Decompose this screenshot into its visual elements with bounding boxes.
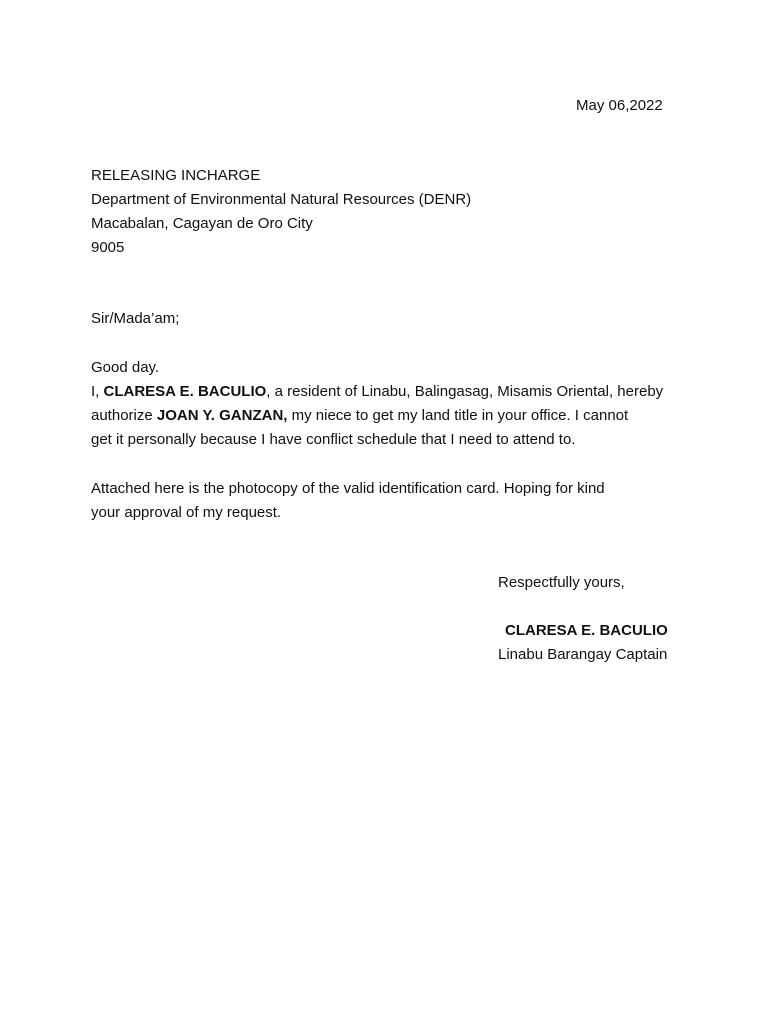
signatory-title: Linabu Barangay Captain (498, 646, 668, 663)
recipient-line-1: RELEASING INCHARGE (91, 167, 261, 184)
body-line-3: get it personally because I have conflict schedule that I need to attend to. (91, 431, 576, 448)
recipient-line-3: Macabalan, Cagayan de Oro City (91, 215, 313, 232)
signatory-name: CLARESA E. BACULIO (505, 622, 668, 639)
body-line-1-post: , a resident of Linabu, Balingasag, Misamis Oriental, hereby (266, 383, 664, 400)
body-line-5: your approval of my request. (91, 504, 282, 521)
letter-date: May 06,2022 (576, 97, 663, 114)
body-line-2 (91, 404, 628, 428)
body-line-4: Attached here is the photocopy of the valid identification card. Hoping for kind (91, 480, 605, 497)
salutation: Sir/Mada’am; (91, 310, 180, 327)
body-line-2-pre: authorize (91, 407, 157, 424)
recipient-line-2: Department of Environmental Natural Resources (DENR) (91, 191, 472, 208)
greeting: Good day. (91, 359, 160, 376)
recipient-zip: 9005 (91, 239, 125, 256)
body-line-1 (91, 380, 663, 404)
body-line-2-post: my niece to get my land title in your office. I cannot (287, 407, 629, 424)
body-line-1-pre: I, (91, 383, 104, 400)
closing: Respectfully yours, (498, 574, 625, 591)
authorized-name: JOAN Y. GANZAN, (156, 407, 288, 424)
requester-name: CLARESA E. BACULIO (103, 383, 267, 400)
